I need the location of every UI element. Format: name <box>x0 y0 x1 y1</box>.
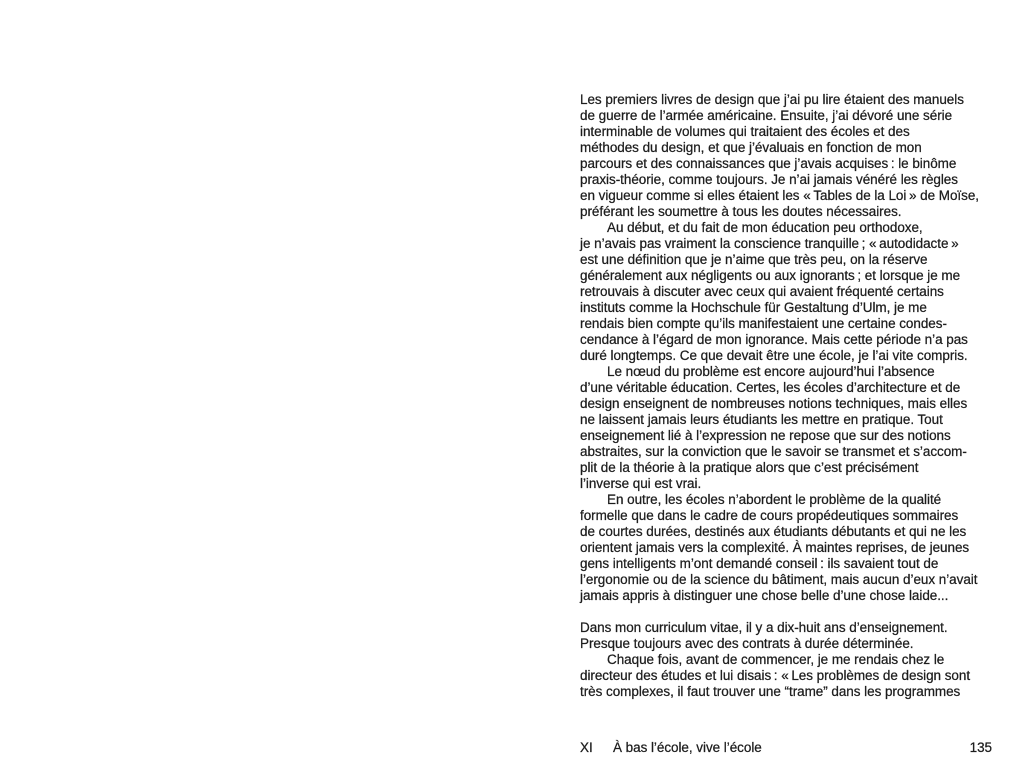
text-line: rendais bien compte qu’ils manifestaient une certaine condes- <box>580 316 947 331</box>
chapter-title: À bas l’école, vive l’école <box>613 740 762 755</box>
text-line: Presque toujours avec des contrats à durée déterminée. <box>580 636 914 651</box>
text-line: généralement aux négligents ou aux ignorants ; et lorsque je me <box>580 268 961 283</box>
text-line: En outre, les écoles n’abordent le problème de la qualité <box>607 492 942 507</box>
paragraph <box>580 220 992 364</box>
text-line: instituts comme la Hochschule für Gestaltung d’Ulm, je me <box>580 300 927 315</box>
text-line: méthodes du design, et que j’évaluais en fonction de mon <box>580 140 922 155</box>
text-line: jamais appris à distinguer une chose belle d’une chose laide... <box>580 588 949 603</box>
text-line: préférant les soumettre à tous les doutes nécessaires. <box>580 204 902 219</box>
text-line: design enseignent de nombreuses notions techniques, mais elles <box>580 396 968 411</box>
text-line: plit de la théorie à la pratique alors que c’est précisément <box>580 460 919 475</box>
text-line: enseignement lié à l’expression ne repose que sur des notions <box>580 428 951 443</box>
text-column <box>580 92 992 700</box>
text-line: interminable de volumes qui traitaient des écoles et des <box>580 124 910 139</box>
text-line: formelle que dans le cadre de cours propédeutiques sommaires <box>580 508 959 523</box>
text-line: duré longtemps. Ce que devait être une école, je l’ai vite compris. <box>580 348 968 363</box>
text-line: ne laissent jamais leurs étudiants les mettre en pratique. Tout <box>580 412 943 427</box>
text-line: l’ergonomie ou de la science du bâtiment, mais aucun d’eux n’avait <box>580 572 978 587</box>
paragraph-spacer <box>580 604 992 620</box>
text-line: l’inverse qui est vrai. <box>580 476 702 491</box>
text-line: orientent jamais vers la complexité. À maintes reprises, de jeunes <box>580 540 970 555</box>
page-footer <box>580 740 992 756</box>
text-line: très complexes, il faut trouver une “trame” dans les programmes <box>580 684 961 699</box>
text-line: Dans mon curriculum vitae, il y a dix-huit ans d’enseignement. <box>580 620 948 635</box>
text-line: abstraites, sur la conviction que le savoir se transmet et s’accom- <box>580 444 967 459</box>
text-line: Au début, et du fait de mon éducation peu orthodoxe, <box>607 220 923 235</box>
text-line: est une définition que je n’aime que très peu, on la réserve <box>580 252 928 267</box>
paragraph <box>580 492 992 604</box>
text-line: cendance à l’égard de mon ignorance. Mais cette période n’a pas <box>580 332 968 347</box>
page-number: 135 <box>969 740 992 755</box>
text-line: directeur des études et lui disais : « Les problèmes de design sont <box>580 668 971 683</box>
text-line: gens intelligents m’ont demandé conseil : ils savaient tout de <box>580 556 939 571</box>
text-line: parcours et des connaissances que j’avais acquises : le binôme <box>580 156 957 171</box>
paragraph <box>580 92 992 220</box>
text-line: Chaque fois, avant de commencer, je me rendais chez le <box>607 652 945 667</box>
paragraph <box>580 620 992 652</box>
text-line: praxis-théorie, comme toujours. Je n’ai jamais vénéré les règles <box>580 172 958 187</box>
text-line: Le nœud du problème est encore aujourd’hui l’absence <box>607 364 935 379</box>
text-line: de courtes durées, destinés aux étudiants débutants et qui ne les <box>580 524 967 539</box>
text-line: Les premiers livres de design que j’ai pu lire étaient des manuels <box>580 92 964 107</box>
chapter-number: XI <box>580 740 593 755</box>
text-line: retrouvais à discuter avec ceux qui avaient fréquenté certains <box>580 284 944 299</box>
text-line: de guerre de l’armée américaine. Ensuite, j’ai dévoré une série <box>580 108 953 123</box>
paragraph <box>580 652 992 700</box>
text-line: je n’avais pas vraiment la conscience tranquille ; « autodidacte » <box>580 236 959 251</box>
text-line: d’une véritable éducation. Certes, les écoles d’architecture et de <box>580 380 961 395</box>
text-line: en vigueur comme si elles étaient les « Tables de la Loi » de Moïse, <box>580 188 979 203</box>
paragraph <box>580 364 992 492</box>
